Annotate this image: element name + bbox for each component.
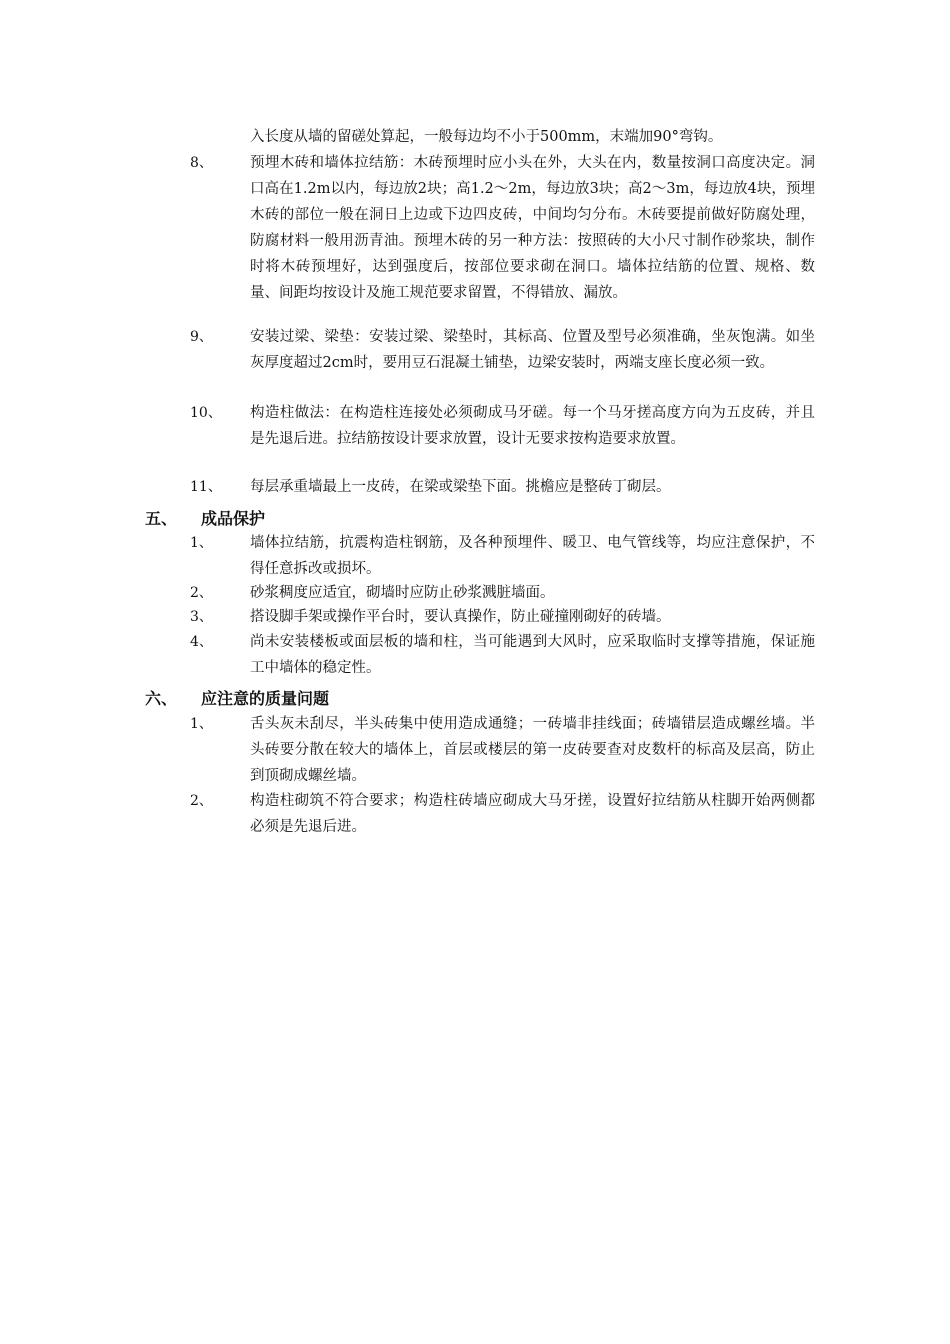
continuation-text: 入长度从墙的留磋处算起，一般每边均不小于500mm，末端加90°弯钩。 bbox=[250, 129, 723, 145]
section-number: 五、 bbox=[145, 509, 178, 528]
item-number: 2、 bbox=[190, 793, 213, 809]
item-text: 墙体拉结筋，抗震构造柱钢筋，及各种预埋件、暖卫、电气管线等，均应注意保护，不得任意拆改或损坏。 bbox=[250, 535, 815, 577]
item-text: 搭设脚手架或操作平台时，要认真操作，防止碰撞刚砌好的砖墙。 bbox=[250, 609, 671, 625]
section-heading-5 bbox=[145, 506, 545, 532]
list-item-5-1 bbox=[190, 530, 820, 582]
section-number: 六、 bbox=[145, 689, 178, 708]
item-text: 砂浆稠度应适宜，砌墙时应防止砂浆溅脏墙面。 bbox=[250, 585, 555, 601]
item-number: 3、 bbox=[190, 609, 213, 625]
item-number: 10、 bbox=[190, 405, 222, 421]
list-item-10 bbox=[190, 400, 820, 452]
item-number: 1、 bbox=[190, 716, 213, 732]
item-text: 舌头灰未刮尽，半头砖集中使用造成通缝；一砖墙非挂线面；砖墙错层造成螺丝墙。半头砖要分散在较大的墙体上，首层或楼层的第一皮砖要查对皮数杆的标高及层高，防止到顶砌成螺丝墙。 bbox=[250, 716, 815, 784]
item-text: 预埋木砖和墙体拉结筋：木砖预埋时应小头在外，大头在内，数量按洞口高度决定。洞口高在1.2m以内，每边放2块；高1.2～2m，每边放3块；高2～3m，每边放4块，预埋木砖的部位一般在洞日上边或下边四皮砖，中间均匀分布。木砖要提前做好防腐处理，防腐材料一般用沥青油。预埋木砖的另一种方法：按照砖的大小尺寸制作砂浆块，制作时将木砖预埋好，达到强度后，按部位要求砌在洞口。墙体拉结筋的位置、规格、数量、间距均按设计及施工规范要求留置，不得错放、漏放。 bbox=[250, 155, 815, 301]
item-text: 构造柱做法：在构造柱连接处必须砌成马牙磋。每一个马牙搓高度方向为五皮砖，并且是先退后进。拉结筋按设计要求放置，设计无要求按构造要求放置。 bbox=[250, 405, 815, 447]
list-item-5-2 bbox=[190, 580, 820, 606]
list-item-6-2 bbox=[190, 788, 820, 840]
item-number: 1、 bbox=[190, 535, 213, 551]
item-number: 9、 bbox=[190, 329, 213, 345]
list-item-9 bbox=[190, 324, 820, 376]
list-item-5-3 bbox=[190, 604, 820, 630]
item-text: 尚未安装楼板或面层板的墙和柱，当可能遇到大风时，应采取临时支撑等措施，保证施工中墙体的稳定性。 bbox=[250, 634, 815, 676]
item-text: 安装过梁、梁垫：安装过梁、梁垫时，其标高、位置及型号必须准确，坐灰饱满。如坐灰厚度超过2cm时，要用豆石混凝土铺垫，边梁安装时，两端支座长度必须一致。 bbox=[250, 329, 815, 371]
list-item-8 bbox=[190, 150, 820, 306]
list-item-6-1 bbox=[190, 711, 820, 789]
item-text: 构造柱砌筑不符合要求；构造柱砖墙应砌成大马牙搓，设置好拉结筋从柱脚开始两侧都必须是先退后进。 bbox=[250, 793, 815, 835]
item-number: 4、 bbox=[190, 634, 213, 650]
item-number: 2、 bbox=[190, 585, 213, 601]
item-text: 每层承重墙最上一皮砖，在梁或梁垫下面。挑檐应是整砖丁砌层。 bbox=[250, 479, 671, 495]
list-item-11 bbox=[190, 474, 820, 500]
section-title: 应注意的质量问题 bbox=[201, 689, 330, 708]
section-heading-6 bbox=[145, 686, 545, 712]
item-number: 8、 bbox=[190, 155, 213, 171]
section-title: 成品保护 bbox=[201, 509, 266, 528]
list-item-5-4 bbox=[190, 629, 820, 681]
item-number: 11、 bbox=[190, 479, 222, 495]
